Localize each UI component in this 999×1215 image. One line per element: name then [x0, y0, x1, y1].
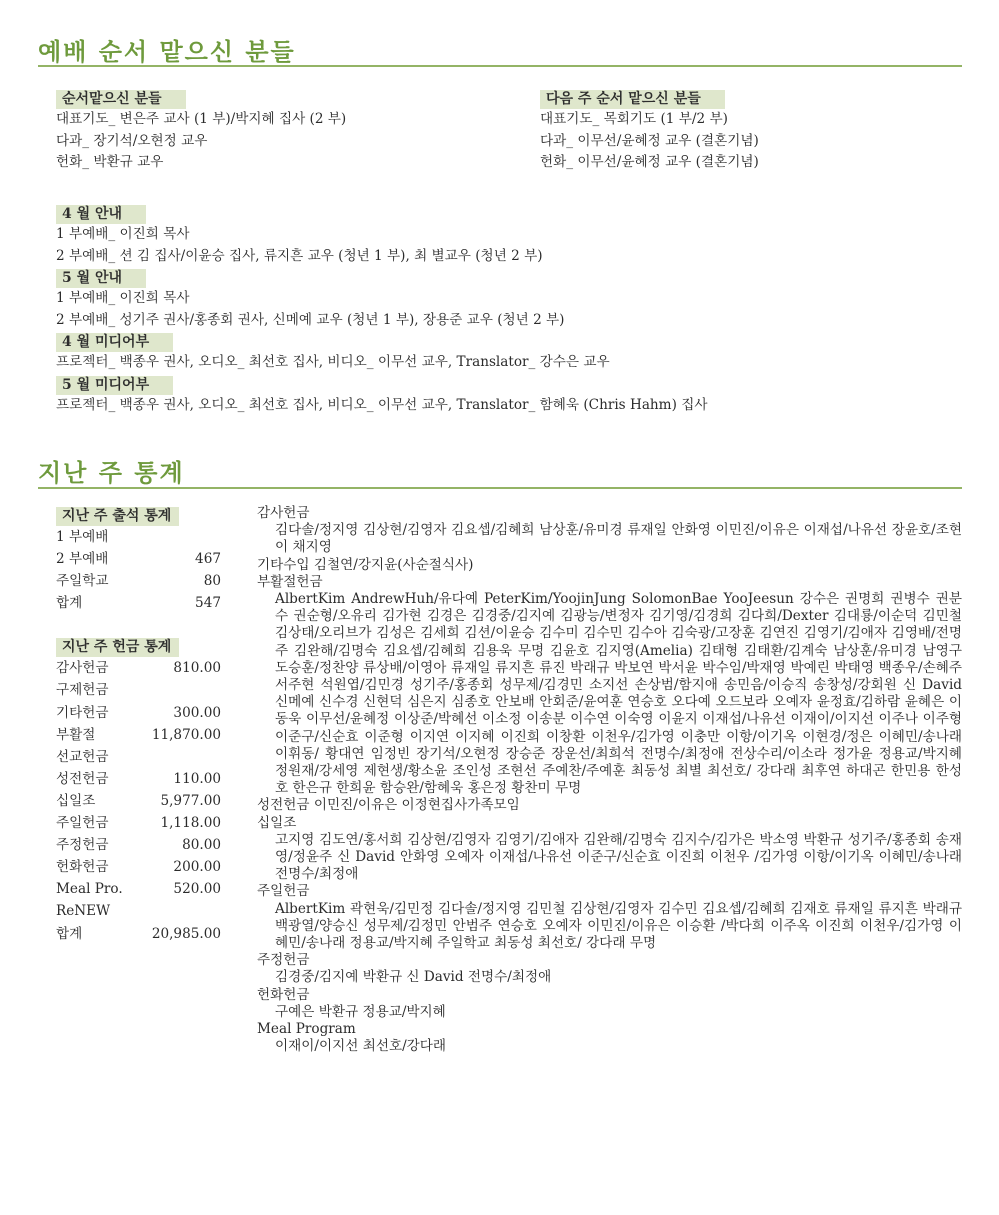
offering-heading: 지난 주 헌금 통계: [56, 638, 179, 657]
donor-list: [257, 505, 962, 1056]
offering-label: 헌화헌금: [56, 859, 109, 876]
next-week-leaders-line: 다과_ 이무선/윤혜정 교우 (결혼기념): [540, 132, 759, 149]
attendance-table: [56, 526, 221, 614]
april-line: 2 부예배_ 션 김 집사/이윤승 집사, 류지흔 교우 (청년 1 부), 최 별교우 (청년 2 부): [56, 247, 543, 264]
offering-label: 감사헌금: [56, 660, 109, 677]
offering-row: [56, 790, 221, 812]
offering-value: 200.00: [173, 859, 221, 876]
offering-row: [56, 679, 221, 701]
donor-group-names: 김경중/김지예 박환규 신 David 전명수/최정애: [275, 969, 552, 986]
donor-group-names: AlbertKim AndrewHuh/유다예 PeterKim/YoojinJung SolomonBae YooJeesun 강수은 권명희 권병수 권분수 권순형/오유리 김가현 김경은 김경중/김지예 김광능/변정자 김기영/김경희 김다희/Dexter 김대룡/이순덕 김민철 김상태/오리브가 김성은 김세희 김션/이윤승 김수미 김수민 김수아 김숙광/고장훈 김연진 김영기/김애자 김영배/전명주 김완해/김명숙 김요셉/김혜희 김용욱 무명 김윤호 김지영(Amelia) 김태형 김태환/김계숙 남상훈/유미경 남영구 도승훈/정찬양 류상배/이영아 류재일 류지흔 류진 박래규 박보연 박서윤 박수임/박재영 박예린 박태영 백종우/손혜주 서주현 석원엽/김민경 성기주/홍종회 성무제/김경민 소지선 손상범/함지애 송민음/이승직 송창성/강회원 신 David 신메예 신수경 신현덕 심은지 심종호 안보배 안회준/윤여훈 연승호 오다예 오드보라 오예자 윤정효/김하람 윤혜은 이동욱 이무선/윤혜정 이상준/박혜선 이소정 이송분 이수연 이숙영 이윤지 이재섭/나유선 이재이/이지선 이주나 이주형 이준구/신순효 이준형 이지연 이지혜 이진희 이창환 이천우/김가영 이충만 이항/이기옥 이현경/정은 이혜민/송나래 이휘동/ 황대연 임정빈 장기석/오현정 장승준 장운선/최희석 전명수/최정애 전상수리/이소라 정가윤 정용교/박지혜 정원재/강세영 제현생/황소윤 조인성 조현선 주예찬/주예훈 최동성 최별 최선호/ 강다래 최후연 하대곤 한민용 한성호 한은규 한희윤 함승완/함혜욱 홍은정 황찬미 무명: [275, 591, 962, 797]
offering-label: 구제헌금: [56, 682, 109, 699]
attendance-label: 주일학교: [56, 573, 109, 590]
offering-value: 110.00: [173, 770, 221, 787]
offering-row: [56, 724, 221, 746]
offering-row: [56, 856, 221, 878]
current-leaders-heading: 순서맡으신 분들: [56, 90, 186, 109]
attendance-label: 합계: [56, 595, 83, 612]
may-line: 2 부예배_ 성기주 권사/홍종회 권사, 신메예 교우 (청년 1 부), 장용준 교우 (청년 2 부): [56, 311, 565, 328]
offering-value: 810.00: [173, 660, 221, 677]
offering-value: 5,977.00: [160, 792, 221, 809]
offering-value: 520.00: [173, 881, 221, 898]
donor-group-title: 헌화헌금: [257, 986, 310, 1003]
donor-group-title: 주정헌금: [257, 952, 310, 969]
donor-group-title: 십일조: [257, 814, 297, 831]
next-week-leaders: [540, 88, 759, 174]
april-media-heading: 4 월 미디어부: [56, 333, 173, 352]
donor-group-title: 주일헌금: [257, 883, 310, 900]
attendance-row: [56, 526, 221, 548]
offering-row: [56, 923, 221, 945]
attendance-value: 80: [203, 573, 221, 590]
offering-row: [56, 812, 221, 834]
next-week-leaders-heading: 다음 주 순서 맡으신 분들: [540, 90, 725, 109]
offering-value: 11,870.00: [151, 726, 221, 743]
may-media-heading: 5 월 미디어부: [56, 376, 173, 395]
next-week-leaders-line: 대표기도_ 목회기도 (1 부/2 부): [540, 111, 728, 127]
offering-label: 부활절: [56, 726, 96, 743]
current-leaders-line: 다과_ 장기석/오현정 교우: [56, 132, 208, 149]
offering-label: 주일헌금: [56, 815, 109, 832]
offering-label: 십일조: [56, 792, 96, 809]
offering-row: [56, 768, 221, 790]
donor-group-names: 고지영 김도연/홍서희 김상현/김영자 김영기/김애자 김완해/김명숙 김지수/김가은 박소영 박환규 성기주/홍종회 송재영/정윤주 신 David 안화영 오예자 이재섭/나유선 이준구/신순효 이진희 이천우 /김가영 이항/이기옥 이혜민/송나래 전명수/최정애: [275, 831, 962, 883]
attendance-label: 2 부예배: [56, 551, 109, 568]
donor-group-names: 이재이/이지선 최선호/강다래: [275, 1038, 447, 1055]
section-divider: [38, 487, 962, 489]
donor-group-names: 구예은 박환규 정용교/박지혜: [275, 1003, 446, 1020]
offering-row: [56, 878, 221, 900]
donor-group-title: 감사헌금: [257, 505, 310, 521]
may-heading: 5 월 안내: [56, 269, 146, 288]
offering-row: [56, 702, 221, 724]
offering-value: 300.00: [173, 704, 221, 721]
donor-group-title: Meal Program: [257, 1021, 356, 1038]
april-heading: 4 월 안내: [56, 205, 146, 224]
section-divider: [38, 65, 962, 67]
offering-row: [56, 746, 221, 768]
offering-label: 주정헌금: [56, 837, 109, 854]
section-title-last-week-stats: 지난 주 통계: [38, 458, 185, 487]
offering-value: 20,985.00: [151, 925, 221, 942]
attendance-value: 547: [195, 595, 221, 612]
donor-group-title: 기타수입 김철연/강지윤(사순절식사): [257, 556, 474, 573]
offering-row: [56, 834, 221, 856]
attendance-row: [56, 548, 221, 570]
offering-label: ReNEW: [56, 903, 111, 920]
offering-value: 1,118.00: [160, 815, 221, 832]
offering-label: 성전헌금: [56, 770, 109, 787]
offering-row: [56, 657, 221, 679]
next-week-leaders-line: 헌화_ 이무선/윤혜정 교우 (결혼기념): [540, 154, 759, 170]
april-media-line: 프로젝터_ 백종우 권사, 오디오_ 최선호 집사, 비디오_ 이무선 교우, Translator_ 강수은 교우: [56, 354, 610, 370]
attendance-row: [56, 570, 221, 592]
offering-table: [56, 657, 221, 944]
monthly-announcements: [56, 203, 956, 416]
donor-group-names: AlbertKim 곽현욱/김민정 김다솔/정지영 김민철 김상현/김영자 김수민 김요셉/김혜희 김재호 류재일 류지흔 박래규 백광열/양승신 성무제/김정민 안범주 연승호 오예자 이민진/이유은 이승환 /박다희 이주옥 이진희 이천우/김가영 이혜민/송나래 정용교/박지혜 주일학교 최동성 최선호/ 강다래 무명: [275, 900, 962, 952]
attendance-label: 1 부예배: [56, 529, 109, 545]
offering-label: 기타헌금: [56, 704, 109, 721]
current-leaders-line: 헌화_ 박환규 교우: [56, 154, 164, 170]
offering-label: 선교헌금: [56, 748, 109, 765]
stats-summary: [56, 505, 221, 945]
may-media-line: 프로젝터_ 백종우 권사, 오디오_ 최선호 집사, 비디오_ 이무선 교우, Translator_ 함혜욱 (Chris Hahm) 집사: [56, 396, 708, 413]
offering-value: 80.00: [182, 837, 221, 854]
donor-group-names: 김다솔/정지영 김상현/김영자 김요셉/김혜희 남상훈/유미경 류재일 안화영 이민진/이유은 이재섭/나유선 장윤호/조현이 채지영: [275, 522, 962, 556]
attendance-row: [56, 592, 221, 614]
attendance-value: 467: [195, 551, 221, 568]
donor-group-title: 부활절헌금: [257, 573, 323, 590]
donor-group-title: 성전헌금 이민진/이유은 이정현집사가족모임: [257, 797, 520, 814]
offering-label: 합계: [56, 925, 83, 942]
april-line: 1 부예배_ 이진희 목사: [56, 226, 190, 242]
attendance-heading: 지난 주 출석 통계: [56, 507, 179, 526]
current-leaders: [56, 88, 346, 174]
section-title-service-leaders: 예배 순서 맡으신 분들: [38, 37, 296, 66]
current-leaders-line: 대표기도_ 변은주 교사 (1 부)/박지혜 집사 (2 부): [56, 111, 347, 127]
offering-label: Meal Pro.: [56, 881, 123, 898]
offering-row: [56, 900, 221, 922]
may-line: 1 부예배_ 이진희 목사: [56, 290, 190, 306]
